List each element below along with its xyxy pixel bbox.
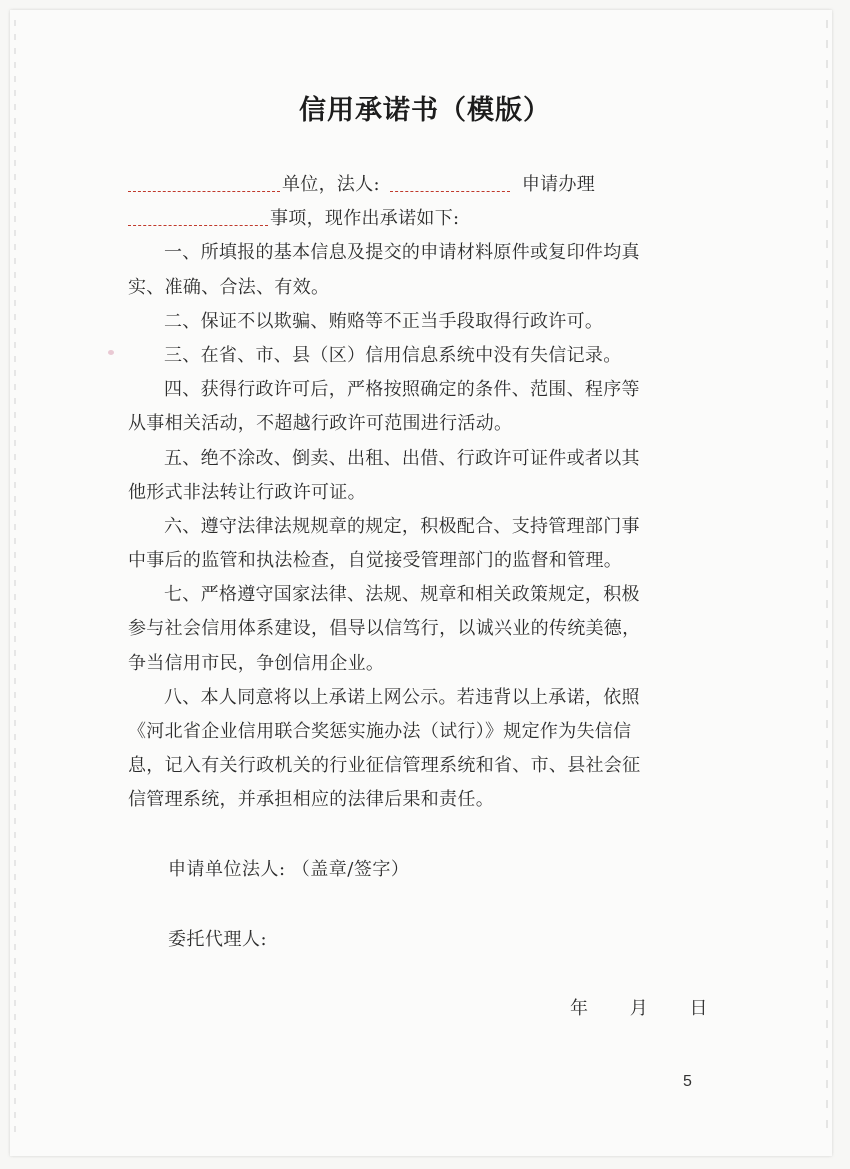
commitment-7-line: 争当信用市民，争创信用企业。 (128, 652, 385, 674)
commitment-7-line: 七、严格遵守国家法律、法规、规章和相关政策规定，积极 (164, 584, 640, 606)
blank-unit (128, 179, 280, 192)
intro-apply-label: 申请办理 (521, 174, 596, 195)
document-body (128, 168, 708, 818)
document-title: 信用承诺书（模版） (299, 95, 551, 126)
commitment-4-line: 四、获得行政许可后，严格按照确定的条件、范围、程序等 (164, 379, 640, 401)
intro-matter-label: 事项，现作出承诺如下: (270, 208, 460, 230)
scan-edge-right (826, 20, 828, 1140)
commitment-3-line: 三、在省、市、县（区）信用信息系统中没有失信记录。 (164, 344, 622, 366)
commitment-1-line: 一、所填报的基本信息及提交的申请材料原件或复印件均真 (164, 242, 640, 264)
commitment-1-line: 实、准确、合法、有效。 (128, 276, 330, 298)
commitment-2-line: 二、保证不以欺骗、贿赂等不正当手段取得行政许可。 (164, 310, 604, 332)
intro-unit-label: 单位，法人: (282, 174, 380, 195)
commitment-8-line: 信管理系统，并承担相应的法律后果和责任。 (128, 789, 494, 811)
date-label: 年 月 日 (570, 998, 720, 1019)
blank-matter (128, 213, 268, 226)
commitment-5-line: 他形式非法转让行政许可证。 (128, 481, 366, 503)
commitment-7-line: 参与社会信用体系建设，倡导以信笃行，以诚兴业的传统美德， (128, 618, 641, 640)
scan-edge-left (14, 20, 16, 1140)
commitment-list (128, 236, 708, 817)
commitment-8-line: 八、本人同意将以上承诺上网公示。若违背以上承诺，依照 (164, 686, 640, 708)
commitment-8-line: 《河北省企业信用联合奖惩实施办法（试行）》规定作为失信信 (128, 721, 632, 742)
commitment-8-line: 息，记入有关行政机关的行业征信管理系统和省、市、县社会征 (128, 755, 641, 777)
applicant-signature-label: 申请单位法人: （盖章/签字） (168, 859, 410, 880)
intro-line-1 (128, 168, 708, 202)
agent-label: 委托代理人: (168, 929, 268, 950)
commitment-6-line: 六、遵守法律法规规章的规定，积极配合、支持管理部门事 (164, 515, 640, 537)
intro-line-2 (128, 202, 708, 236)
commitment-4-line: 从事相关活动，不超越行政许可范围进行活动。 (128, 413, 513, 435)
commitment-6-line: 中事后的监管和执法检查，自觉接受管理部门的监督和管理。 (128, 550, 623, 572)
scan-speck (108, 350, 114, 355)
commitment-5-line: 五、绝不涂改、倒卖、出租、出借、行政许可证件或者以其 (164, 447, 640, 469)
blank-legal-person (390, 179, 510, 192)
page-number: 5 (683, 1073, 692, 1090)
